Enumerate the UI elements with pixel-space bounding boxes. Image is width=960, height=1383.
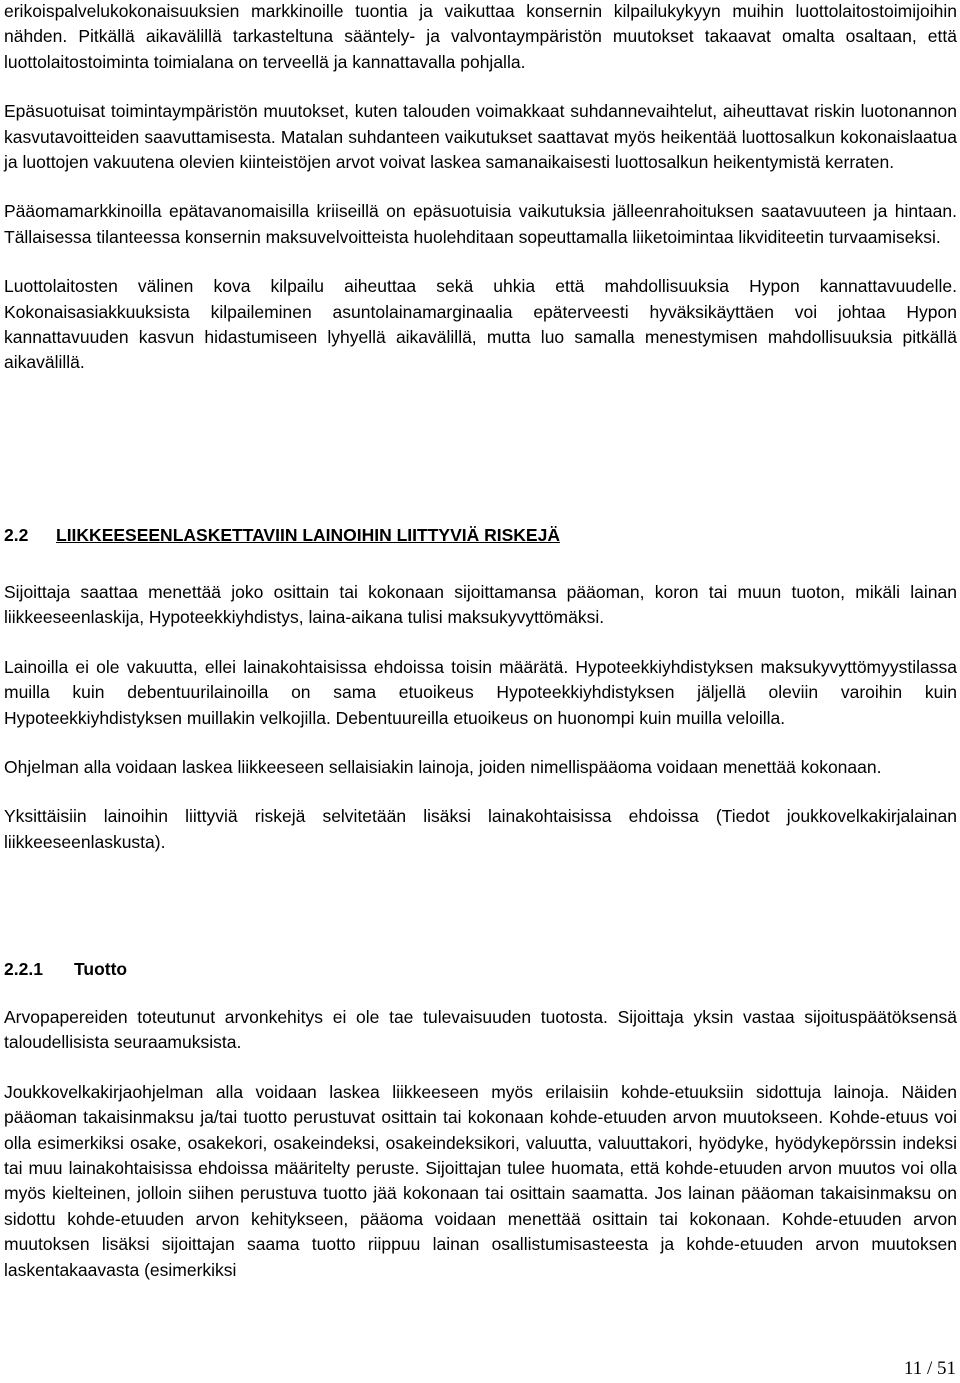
paragraph-underlying-assets: Joukkovelkakirjaohjelman alla voidaan laskea liikkeeseen myös erilaisiin kohde-etuuksiin sidottuja lainoja. Näiden pääoman takaisinmaksu ja/tai tuotto perustuvat osittain tai kokonaan kohde-etuuden arvon muutokseen. Kohde-etuus voi olla esimerkiksi osake, osakekori, osakeindeksi, osakeindeksikori, valuutta, valuuttakori, hyödyke, hyödykepörssin indeksi tai muu lainakohtaisissa ehdoissa määritelty peruste. Sijoittajan tulee huomata, että kohde-etuuden arvon muutos voi olla myös kielteinen, jolloin siihen perustuva tuotto jää kokonaan tai osittain saamatta. Jos lainan pääoman takaisinmaksu on sidottu kohde-etuuden arvon kehitykseen, pääoma voidaan menettää osittain tai kokonaan. Kohde-etuuden arvon muutoksen lisäksi sijoittajan saama tuotto riippuu lainan osallistumisasteesta ja kohde-etuuden arvon muutoksen laskentakaavasta (esimerkiksi bbox=[4, 1081, 957, 1280]
section-title: LIIKKEESEENLASKETTAVIIN LAINOIHIN LIITTYVIÄ RISKEJÄ bbox=[56, 525, 560, 545]
paragraph-market-competition: erikoispalvelukokonaisuuksien markkinoille tuontia ja vaikuttaa konsernin kilpailukykyyn muihin luottolaitostoimijoihin nähden. Pitkällä aikavälillä tarkasteltuna sääntely- ja valvontaympäristön muutokset takaavat omalta osaltaan, että luottolaitostoiminta toimialana on terveellä ja kannattavalla pohjalla. bbox=[4, 1, 957, 72]
paragraph-capital-markets: Pääomamarkkinoilla epätavanomaisilla kriiseillä on epäsuotuisia vaikutuksia jälleenrahoituksen saatavuuteen ja hintaan. Tällaisessa tilanteessa konsernin maksuvelvoitteista huolehditaan sopeuttamalla liiketoimintaa likviditeetin turvaamiseksi. bbox=[4, 201, 957, 247]
paragraph-investor-loss: Sijoittaja saattaa menettää joko osittain tai kokonaan sijoittamansa pääoman, koron tai muun tuoton, mikäli lainan liikkeeseenlaskija, Hypoteekkiyhdistys, laina-aikana tulisi maksukyvyttömäksi. bbox=[4, 582, 957, 628]
page-number: 11 / 51 bbox=[903, 1358, 956, 1379]
paragraph-no-collateral: Lainoilla ei ole vakuutta, ellei lainakohtaisissa ehdoissa toisin määrätä. Hypoteekkiyhdistyksen maksukyvyttömyystilassa muilla kuin debentuurilainoilla on sama etuoikeus Hypoteekkiyhdistyksen jäljellä oleviin varoihin kuin Hypoteekkiyhdistyksen muillakin velkojilla. Debentuureilla etuoikeus on huonompi kuin muilla veloilla. bbox=[4, 656, 957, 728]
section-heading-2-2-1 bbox=[4, 956, 127, 982]
section-2-2-body bbox=[4, 580, 957, 855]
subsection-number: 2.2.1 bbox=[4, 959, 43, 979]
intro-section bbox=[4, 0, 957, 376]
paragraph-competition: Luottolaitosten välinen kova kilpailu aiheuttaa sekä uhkia että mahdollisuuksia Hypon kannattavuudelle. Kokonaisasiakkuuksista kilpaileminen asuntolainamarginaalia epäterveesti hyväksikäyttäen voi johtaa Hypon kannattavuuden kasvun hidastumiseen lyhyellä aikavälillä, mutta luo samalla menestymisen mahdollisuuksia pitkällä aikavälillä. bbox=[4, 276, 957, 373]
paragraph-past-performance: Arvopapereiden toteutunut arvonkehitys ei ole tae tulevaisuuden tuotosta. Sijoittaja yksin vastaa sijoituspäätöksensä taloudellisista seuraamuksista. bbox=[4, 1007, 957, 1053]
section-2-2-1-body bbox=[4, 1005, 957, 1283]
paragraph-loan-specific-risks: Yksittäisiin lainoihin liittyviä riskejä selvitetään lisäksi lainakohtaisissa ehdoissa (Tiedot joukkovelkakirjalainan liikkeeseenlaskusta). bbox=[4, 806, 957, 852]
section-heading-2-2 bbox=[4, 522, 560, 548]
paragraph-principal-loss: Ohjelman alla voidaan laskea liikkeeseen sellaisiakin lainoja, joiden nimellispääoma voidaan menettää kokonaan. bbox=[4, 757, 882, 778]
section-number: 2.2 bbox=[4, 525, 29, 545]
paragraph-economic-changes: Epäsuotuisat toimintaympäristön muutokset, kuten talouden voimakkaat suhdannevaihtelut, aiheuttavat riskin luotonannon kasvutavoitteiden saavuttamisesta. Matalan suhdanteen vaikutukset saattavat myös heikentää luottosalkun kokonaislaatua ja luottojen vakuutena olevien kiinteistöjen arvot voivat laskea samanaikaisesti luottosalkun heikentymistä kerraten. bbox=[4, 101, 957, 173]
subsection-title: Tuotto bbox=[74, 959, 128, 979]
